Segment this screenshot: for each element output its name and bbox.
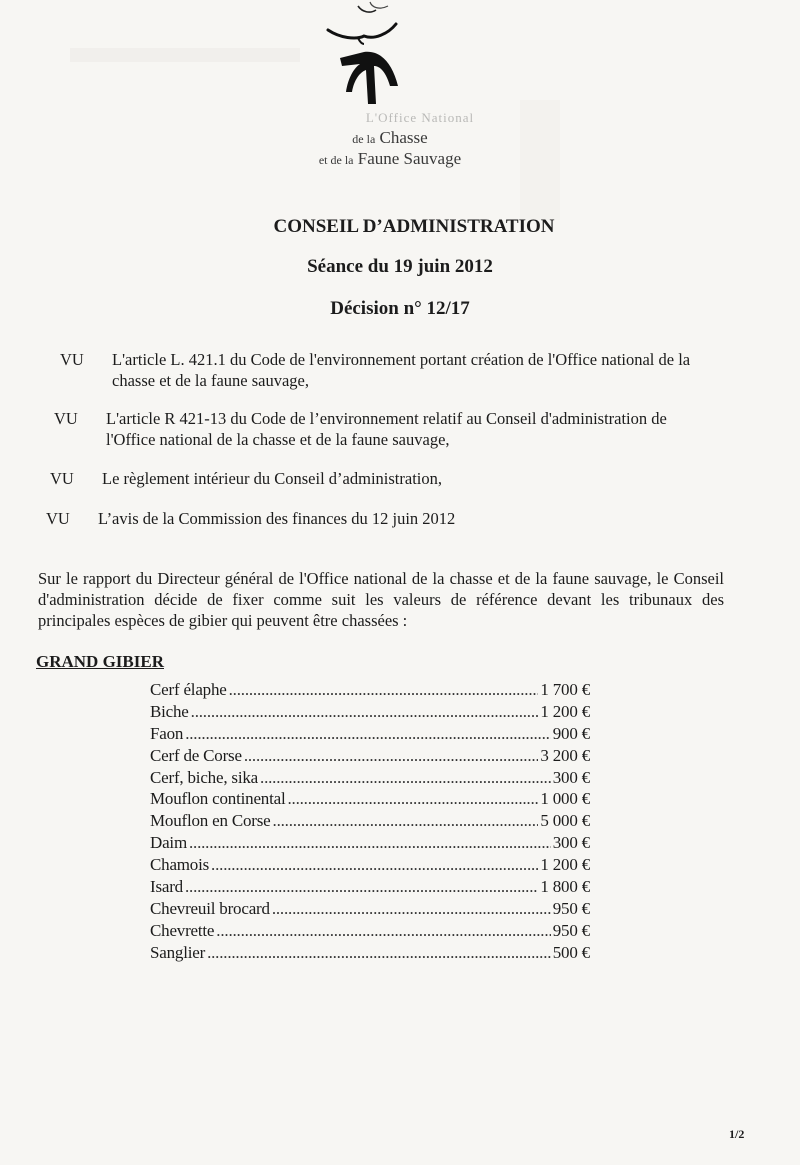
list-item: [150, 855, 590, 877]
vu-text: L’avis de la Commission des finances du 12 juin 2012: [98, 509, 456, 528]
vu-text: L'article R 421-13 du Code de l’environnement relatif au Conseil d'administration de l'Office national de la chasse et de la faune sauvage,: [106, 409, 667, 449]
item-name: Mouflon en Corse: [150, 811, 271, 831]
item-name: Cerf élaphe: [150, 680, 227, 699]
vu-label: VU: [60, 350, 84, 369]
list-item: [150, 921, 590, 943]
document-title: CONSEIL D’ADMINISTRATION: [273, 216, 555, 237]
decision-number: Décision n° 12/17: [330, 298, 470, 319]
item-value: 3 200 €: [540, 745, 590, 765]
vu-label: VU: [46, 509, 70, 528]
org-line-1-small: de la: [352, 132, 376, 146]
item-value: 300 €: [552, 833, 590, 853]
item-value: 900 €: [552, 723, 590, 743]
deer-antler-logo-icon: [318, 0, 418, 112]
bleed-through-mark: [520, 100, 560, 220]
dot-leader: [216, 921, 550, 941]
list-item: [150, 768, 590, 790]
game-value-list: [150, 680, 590, 965]
list-item: [150, 811, 590, 833]
dot-leader: [272, 899, 551, 919]
item-name: Chevreuil brocard: [150, 898, 270, 918]
item-value: 1 800 €: [540, 877, 590, 897]
org-line-2: [260, 149, 520, 170]
dot-leader: [207, 943, 551, 963]
list-item: [150, 943, 590, 965]
item-value: 5 000 €: [540, 811, 590, 831]
dot-leader: [185, 877, 538, 897]
item-name: Cerf, biche, sika: [150, 767, 259, 787]
dot-leader: [185, 724, 551, 744]
item-value: 1 000 €: [540, 789, 590, 809]
section-title: GRAND GIBIER: [36, 652, 164, 671]
dot-leader: [229, 680, 539, 700]
dot-leader: [211, 855, 538, 875]
item-name: Faon: [150, 723, 184, 743]
item-value: 1 700 €: [540, 680, 590, 699]
item-value: 1 200 €: [540, 855, 590, 875]
list-item: [150, 680, 590, 702]
item-name: Cerf de Corse: [150, 745, 242, 765]
list-item: [150, 877, 590, 899]
item-value: 950 €: [552, 898, 590, 918]
list-item: [150, 789, 590, 811]
org-line-1-main: Chasse: [379, 128, 428, 147]
list-item: [150, 724, 590, 746]
vu-text: L'article L. 421.1 du Code de l'environnement portant création de l'Office national de la chasse et de la faune sauvage,: [112, 350, 691, 390]
item-name: Isard: [150, 877, 183, 897]
dot-leader: [273, 811, 539, 831]
item-name: Sanglier: [150, 942, 206, 962]
vu-label: VU: [50, 469, 74, 488]
list-item: [150, 702, 590, 724]
item-value: 1 200 €: [540, 701, 590, 721]
vu-label: VU: [54, 409, 78, 428]
item-name: Chamois: [150, 855, 210, 875]
vu-text: Le règlement intérieur du Conseil d’administration,: [102, 469, 442, 488]
dot-leader: [287, 789, 538, 809]
item-value: 950 €: [552, 920, 590, 940]
intro-paragraph: Sur le rapport du Directeur général de l'Office national de la chasse et de la faune sauvage, le Conseil d'administration décide de fixer comme suit les valeurs de référence devant les tribunaux des principales espèces de gibier qui peuvent être chassées :: [38, 569, 724, 630]
item-name: Chevrette: [150, 920, 215, 940]
org-line-2-small: et de la: [318, 153, 354, 167]
list-item: [150, 746, 590, 768]
list-item: [150, 899, 590, 921]
session-date: Séance du 19 juin 2012: [307, 256, 493, 277]
item-value: 300 €: [552, 767, 590, 787]
list-item: [150, 833, 590, 855]
dot-leader: [191, 702, 539, 722]
organisation-name: [260, 108, 520, 170]
bleed-through-mark: [70, 48, 300, 62]
item-name: Biche: [150, 701, 189, 721]
org-line-1: [260, 128, 520, 149]
item-name: Daim: [150, 833, 187, 853]
item-value: 500 €: [552, 942, 590, 962]
dot-leader: [189, 833, 551, 853]
dot-leader: [260, 768, 551, 788]
item-name: Mouflon continental: [150, 789, 286, 809]
page-number: 1/2: [729, 1127, 745, 1141]
org-line-0: L'Office National: [365, 110, 475, 125]
dot-leader: [244, 746, 539, 766]
org-line-2-main: Faune Sauvage: [357, 149, 462, 168]
